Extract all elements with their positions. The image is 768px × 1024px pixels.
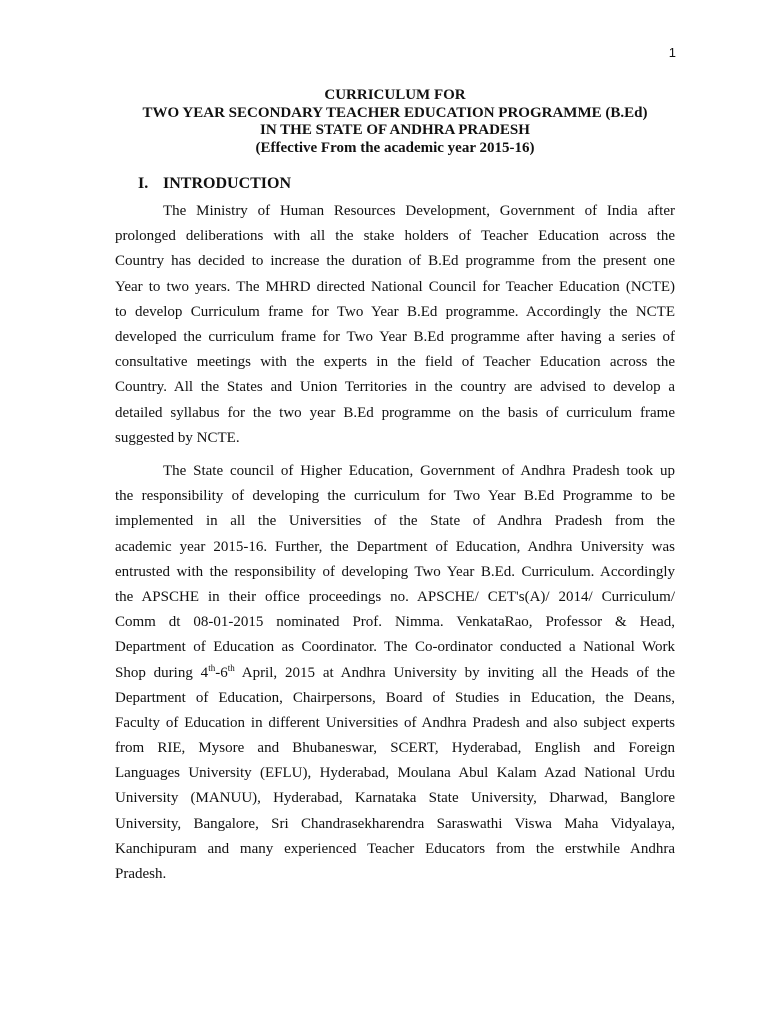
paragraph-line: The Ministry of Human Resources Development, Government of India after bbox=[163, 203, 675, 219]
paragraph-2 bbox=[115, 459, 675, 887]
paragraph-line: suggested by NCTE. bbox=[115, 429, 240, 446]
title-line: (Effective From the academic year 2015-16) bbox=[255, 139, 535, 156]
paragraph-line: Comm dt 08-01-2015 nominated Prof. Nimma. VenkataRao, Professor & Head, bbox=[115, 614, 675, 631]
paragraph-line: entrusted with the responsibility of developing Two Year B.Ed. Curriculum. Accordingly bbox=[115, 563, 675, 580]
section-heading bbox=[138, 175, 291, 193]
paragraph-line: Languages University (EFLU), Hyderabad, Moulana Abul Kalam Azad National Urdu bbox=[115, 765, 675, 782]
paragraph-line: detailed syllabus for the two year B.Ed programme on the basis of curriculum frame bbox=[115, 404, 675, 421]
paragraph-line: University, Bangalore, Sri Chandrasekharendra Saraswathi Viswa Maha Vidyalaya, bbox=[115, 815, 675, 832]
paragraph-line: to develop Curriculum frame for Two Year B.Ed programme. Accordingly the NCTE bbox=[115, 303, 675, 320]
superscript: th bbox=[227, 662, 235, 673]
paragraph-1 bbox=[115, 199, 675, 451]
line-text: Shop during 4 bbox=[115, 664, 209, 681]
paragraph-line: Pradesh. bbox=[115, 866, 167, 882]
paragraph-line: from RIE, Mysore and Bhubaneswar, SCERT, Hyderabad, English and Foreign bbox=[115, 740, 675, 757]
paragraph-line: Year to two years. The MHRD directed National Council for Teacher Education (NCTE) bbox=[115, 278, 675, 295]
line-text: -6 bbox=[215, 664, 228, 681]
paragraph-line: prolonged deliberations with all the stake holders of Teacher Education across the bbox=[115, 228, 675, 245]
paragraph-line: University (MANUU), Hyderabad, Karnataka State University, Dharwad, Banglore bbox=[115, 790, 675, 807]
document-title bbox=[115, 87, 675, 157]
superscript: th bbox=[208, 662, 216, 673]
paragraph-line: the APSCHE in their office proceedings no. APSCHE/ CET's(A)/ 2014/ Curriculum/ bbox=[115, 588, 675, 605]
paragraph-line: implemented in all the Universities of the State of Andhra Pradesh from the bbox=[115, 513, 675, 530]
paragraph-line-workshop-dates bbox=[115, 661, 675, 686]
line-text: April, 2015 at Andhra University by inviting all the Heads of the bbox=[234, 664, 675, 681]
paragraph-line: Department of Education, Chairpersons, Board of Studies in Education, the Deans, bbox=[115, 689, 675, 706]
title-line: TWO YEAR SECONDARY TEACHER EDUCATION PROGRAMME (B.Ed) bbox=[142, 104, 648, 121]
title-line: CURRICULUM FOR bbox=[324, 87, 466, 103]
paragraph-line: The State council of Higher Education, Government of Andhra Pradesh took up bbox=[163, 463, 675, 479]
paragraph-line: consultative meetings with the experts in the field of Teacher Education across the bbox=[115, 354, 675, 371]
section-title: INTRODUCTION bbox=[163, 175, 292, 192]
paragraph-line: academic year 2015-16. Further, the Department of Education, Andhra University was bbox=[115, 538, 675, 555]
paragraph-line: Country. All the States and Union Territories in the country are advised to develop a bbox=[115, 379, 675, 396]
section-number: I. bbox=[138, 175, 149, 192]
page-number: 1 bbox=[668, 45, 676, 60]
paragraph-line: the responsibility of developing the curriculum for Two Year B.Ed Programme to be bbox=[115, 488, 675, 505]
paragraph-line: Country has decided to increase the duration of B.Ed programme from the present one bbox=[115, 253, 675, 270]
paragraph-line: Faculty of Education in different Universities of Andhra Pradesh and also subject experts bbox=[115, 714, 675, 731]
paragraph-line: Kanchipuram and many experienced Teacher Educators from the erstwhile Andhra bbox=[115, 840, 675, 857]
paragraph-line: Department of Education as Coordinator. The Co-ordinator conducted a National Work bbox=[115, 639, 675, 656]
paragraph-line: developed the curriculum frame for Two Year B.Ed programme after having a series of bbox=[115, 328, 675, 345]
title-line: IN THE STATE OF ANDHRA PRADESH bbox=[260, 122, 530, 138]
